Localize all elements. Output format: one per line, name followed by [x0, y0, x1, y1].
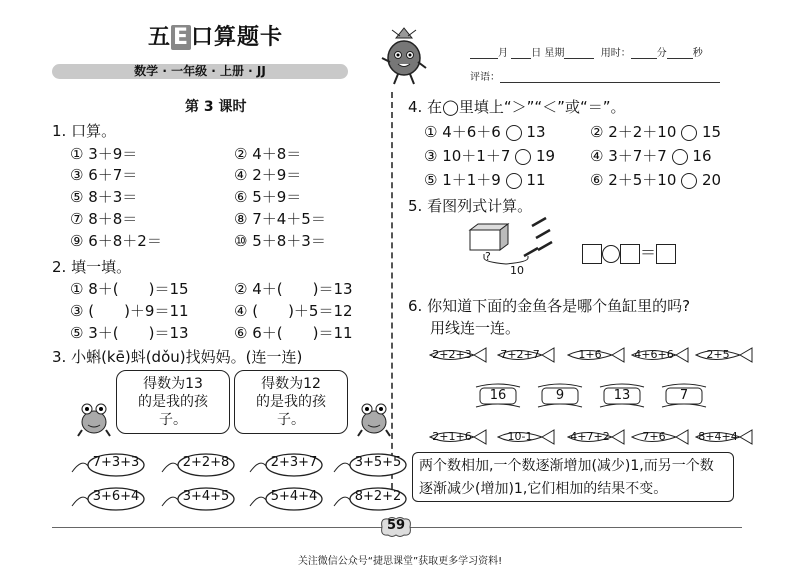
- tadpole[interactable]: [70, 452, 146, 478]
- bubble-left: 得数为13 的是我的孩子。: [116, 370, 230, 434]
- fish-bowl[interactable]: [598, 383, 646, 409]
- tadpole-label: 5+4+4: [270, 489, 318, 504]
- q4-right: 20: [701, 171, 722, 189]
- page-number: 59: [386, 518, 406, 533]
- q4-item: [424, 169, 546, 190]
- minute-label: 分: [656, 48, 667, 59]
- tadpole-label: 2+2+8: [182, 455, 230, 470]
- tadpole-label: 2+3+7: [270, 455, 318, 470]
- brand-e-logo: E: [173, 25, 190, 50]
- tadpole-label: 7+3+3: [92, 455, 140, 470]
- fish-label: 7+6: [642, 430, 666, 443]
- day-blank[interactable]: [511, 58, 531, 59]
- lesson-title: 第 3 课时: [185, 99, 247, 115]
- time-label: 用时：: [600, 48, 631, 59]
- fish[interactable]: [694, 346, 758, 364]
- q4-heading: 4. 在◯里填上“＞”“＜”或“＝”。: [408, 98, 626, 116]
- minute-blank[interactable]: [631, 58, 657, 59]
- comment-line: [470, 68, 720, 83]
- comment-label: 评语：: [470, 72, 500, 83]
- fish-label: 7+2+7: [500, 348, 540, 361]
- tadpole[interactable]: [70, 486, 146, 512]
- fish[interactable]: [496, 346, 560, 364]
- frog-icon: [76, 398, 112, 438]
- fish[interactable]: [694, 428, 758, 446]
- column-divider: [391, 92, 393, 509]
- q2-item: ⑤ 3＋( )＝13: [70, 324, 189, 342]
- q1-item: ⑨ 6＋8＋2＝: [70, 232, 162, 250]
- fish-label: 2+1+6: [432, 430, 472, 443]
- q2-item: ④ ( )＋5＝12: [234, 302, 353, 320]
- tadpole[interactable]: [248, 452, 324, 478]
- tadpole[interactable]: [332, 486, 408, 512]
- fish-label: 1+6: [578, 348, 602, 361]
- q4-right: 16: [692, 147, 712, 165]
- answer-circle[interactable]: [681, 173, 697, 189]
- q2-item: ① 8＋( )＝15: [70, 280, 189, 298]
- answer-box[interactable]: [582, 244, 602, 264]
- q1-item: ⑥ 5＋9＝: [234, 188, 302, 206]
- q4-item: [590, 169, 721, 190]
- date-time-line: [470, 44, 703, 59]
- fish-bowl[interactable]: [474, 383, 522, 409]
- answer-circle[interactable]: [672, 149, 688, 165]
- q4-item: [590, 145, 712, 166]
- tadpole-label: 3+6+4: [92, 489, 140, 504]
- q6-heading-line1: 6. 你知道下面的金鱼各是哪个鱼缸里的吗?: [408, 297, 691, 315]
- q1-item: ⑤ 8＋3＝: [70, 188, 138, 206]
- brand-part2: 口算题卡: [191, 25, 284, 50]
- frog-icon: [356, 398, 392, 438]
- tadpole-label: 3+5+5: [354, 455, 402, 470]
- bowl-label: 9: [555, 388, 565, 403]
- total-label: 10: [510, 264, 524, 277]
- q1-item: ② 4＋8＝: [234, 145, 302, 163]
- q1-item: ⑧ 7＋4＋5＝: [234, 210, 326, 228]
- fish[interactable]: [496, 428, 560, 446]
- q4-right: 15: [701, 123, 722, 141]
- q4-right: 11: [526, 171, 546, 189]
- q4-item: [424, 145, 555, 166]
- q4-left: ① 4＋6＋6: [424, 123, 501, 141]
- q1-item: ③ 6＋7＝: [70, 166, 138, 184]
- q1-item: ① 3＋9＝: [70, 145, 138, 163]
- fish-label: 2+2+3: [432, 348, 472, 361]
- question-mark: ?: [485, 250, 491, 263]
- answer-circle[interactable]: [681, 125, 697, 141]
- q2-heading: 2. 填一填。: [52, 258, 132, 276]
- q4-item: [424, 121, 546, 142]
- tadpole[interactable]: [332, 452, 408, 478]
- footer-text: 关注微信公众号“捷思课堂”获取更多学习资料!: [297, 556, 503, 567]
- second-blank[interactable]: [667, 58, 693, 59]
- q4-left: ⑥ 2＋5＋10: [590, 171, 677, 189]
- tadpole-label: 3+4+5: [182, 489, 230, 504]
- tadpole[interactable]: [160, 452, 236, 478]
- fish[interactable]: [566, 346, 630, 364]
- fish-bowl[interactable]: [660, 383, 708, 409]
- q6-heading-line2: 用线连一连。: [430, 319, 521, 337]
- q1-heading: 1. 口算。: [52, 122, 117, 140]
- q4-left: ③ 10＋1＋7: [424, 147, 511, 165]
- comment-blank[interactable]: [500, 82, 720, 83]
- equals-sign: ＝: [640, 243, 657, 262]
- answer-box[interactable]: [620, 244, 640, 264]
- answer-circle[interactable]: [515, 149, 531, 165]
- fish-label: 4+7+2: [570, 430, 610, 443]
- mascot-icon: [378, 24, 430, 86]
- tip-box: 两个数相加,一个数逐渐增加(减少)1,而另一个数逐渐减少(增加)1,它们相加的结果不变。: [412, 452, 734, 502]
- q2-item: ② 4＋( )＝13: [234, 280, 353, 298]
- q4-right: 13: [526, 123, 546, 141]
- subject-bar: 数学 · 一年级 · 上册 · JJ: [52, 64, 348, 79]
- week-label: 星期: [544, 48, 565, 59]
- q4-left: ⑤ 1＋1＋9: [424, 171, 501, 189]
- fish[interactable]: [428, 428, 492, 446]
- q4-item: [590, 121, 721, 142]
- brand-part1: 五: [148, 25, 172, 50]
- q4-left: ④ 3＋7＋7: [590, 147, 667, 165]
- equation-boxes: [582, 240, 676, 264]
- brand-title: [148, 20, 283, 51]
- bubble-right: 得数为12 的是我的孩子。: [234, 370, 348, 434]
- tadpole[interactable]: [160, 486, 236, 512]
- q1-item: ⑩ 5＋8＋3＝: [234, 232, 326, 250]
- fish[interactable]: [428, 346, 492, 364]
- fish-label: 4+6+6: [634, 348, 674, 361]
- q1-item: ⑦ 8＋8＝: [70, 210, 138, 228]
- tadpole-label: 8+2+2: [354, 489, 402, 504]
- fish[interactable]: [566, 428, 630, 446]
- second-label: 秒: [692, 48, 703, 59]
- q1-item: ④ 2＋9＝: [234, 166, 302, 184]
- fish-label: 2+5: [706, 348, 730, 361]
- fish[interactable]: [630, 428, 694, 446]
- q5-heading: 5. 看图列式计算。: [408, 197, 533, 215]
- answer-circle[interactable]: [506, 125, 522, 141]
- bowl-label: 16: [489, 388, 507, 403]
- q4-left: ② 2＋2＋10: [590, 123, 677, 141]
- fish-label: 8+4+4: [698, 430, 738, 443]
- fish-bowl[interactable]: [536, 383, 584, 409]
- month-label: 月: [498, 48, 508, 59]
- month-blank[interactable]: [470, 58, 498, 59]
- q2-item: ⑥ 6＋( )＝11: [234, 324, 353, 342]
- answer-box[interactable]: [656, 244, 676, 264]
- fish-label: 10-1: [507, 430, 533, 443]
- bowl-label: 7: [679, 388, 689, 403]
- week-blank[interactable]: [564, 58, 594, 59]
- day-label: 日: [531, 48, 542, 59]
- fish[interactable]: [630, 346, 694, 364]
- q2-item: ③ ( )＋9＝11: [70, 302, 189, 320]
- operator-circle[interactable]: [602, 245, 620, 263]
- q3-heading: 3. 小蝌(kē)蚪(dǒu)找妈妈。(连一连): [52, 348, 303, 366]
- tadpole[interactable]: [248, 486, 324, 512]
- bowl-label: 13: [613, 388, 631, 403]
- answer-circle[interactable]: [506, 173, 522, 189]
- q4-right: 19: [535, 147, 556, 165]
